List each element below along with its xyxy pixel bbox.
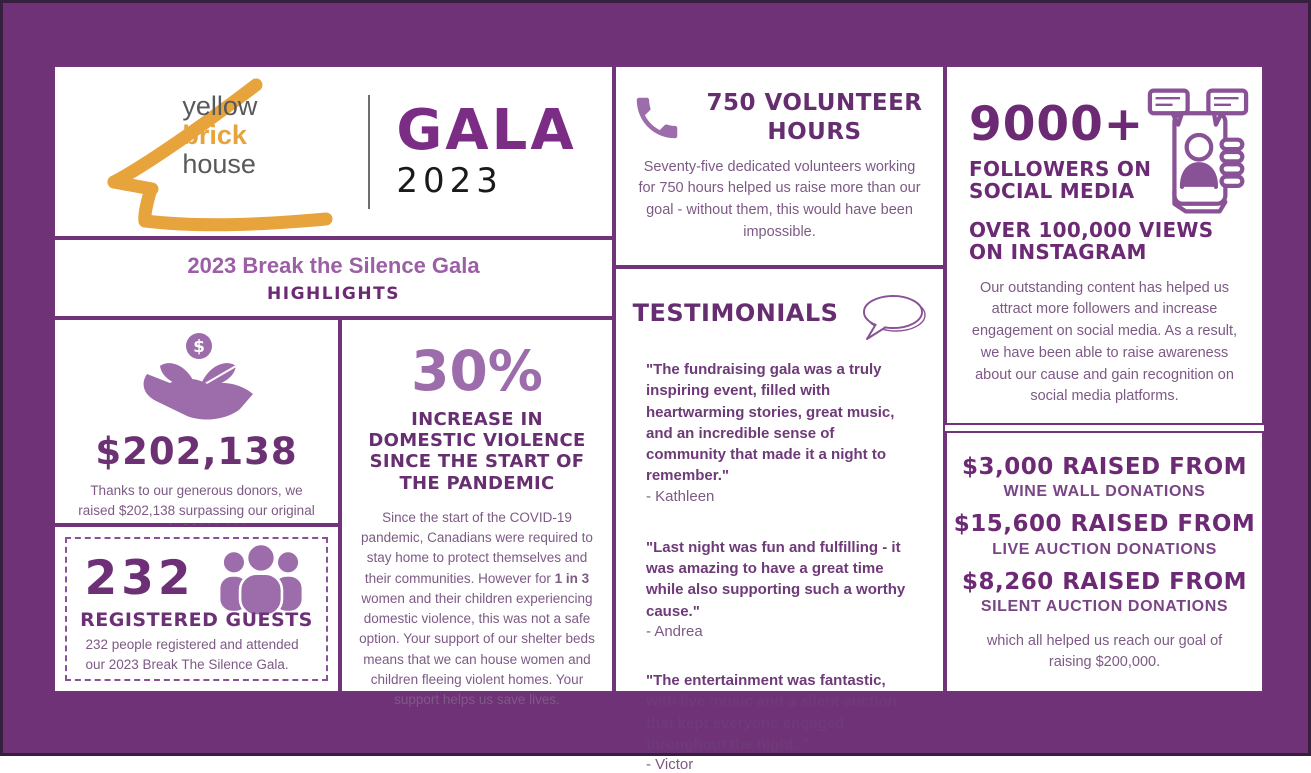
testimonials-panel bbox=[614, 267, 945, 773]
volunteer-description: Seventy-five dedicated volunteers working for 750 hours helped us raise more than our goal - without them, this would have been impossible. bbox=[638, 158, 921, 240]
testimonial-attribution: - Andrea bbox=[646, 622, 703, 640]
logo-wordmark bbox=[182, 92, 257, 179]
speech-bubble-icon bbox=[852, 291, 926, 343]
fund-source: SILENT AUCTION DONATIONS bbox=[980, 597, 1229, 615]
fund-item bbox=[962, 570, 1247, 616]
testimonial-quote: "Last night was fun and fulfilling - it was amazing to have a great time while also supporting such a worthy cause." bbox=[646, 538, 906, 620]
gala-year: 2023 bbox=[396, 160, 503, 201]
social-description: Our outstanding content has helped us attract more followers and increase engagement on social media. As a result, we have been able to raise awareness about our cause and gain recognition on social media platforms. bbox=[971, 279, 1238, 405]
svg-text:$: $ bbox=[192, 337, 205, 357]
guests-stat-row bbox=[84, 543, 308, 613]
donations-raised-panel bbox=[53, 318, 340, 525]
testimonial-quote: "The entertainment was fantastic, with live music and a silent auction that kept everyone engaged throughout the night. " bbox=[646, 671, 897, 753]
fund-amount: $3,000 RAISED FROM bbox=[961, 454, 1248, 481]
fund-amount: $8,260 RAISED FROM bbox=[961, 568, 1248, 595]
fund-item bbox=[962, 455, 1247, 501]
instagram-views-label: OVER 100,000 VIEWS ON INSTAGRAM bbox=[969, 217, 1214, 265]
testimonials-title: TESTIMONIALS bbox=[632, 299, 839, 327]
phone-icon bbox=[630, 91, 684, 145]
gala-wordmark bbox=[396, 97, 577, 201]
donations-description: Thanks to our generous donors, we raised $202,138 surpassing our original bbox=[78, 483, 315, 518]
guests-title: REGISTERED GUESTS bbox=[80, 609, 313, 631]
increase-description-part2: women and their children experiencing domestic violence, this was not a safe option. Your support of our shelter beds means that we can house women and children fleeing violent homes. Your support helps us save lives. bbox=[359, 590, 595, 708]
guests-dashed-box bbox=[65, 537, 328, 681]
logo-word-yellow: yellow bbox=[182, 90, 258, 121]
guests-count: 232 bbox=[84, 550, 195, 606]
phone-social-chat-icon bbox=[1146, 85, 1250, 217]
domestic-violence-stat-panel bbox=[340, 318, 614, 708]
testimonial-quote: "The fundraising gala was a truly inspiring event, filled with heartwarming stories, great music, and an incredible sense of community that made it a night to remember." bbox=[646, 361, 895, 485]
increase-percent: 30% bbox=[411, 339, 543, 403]
increase-description bbox=[358, 508, 596, 711]
testimonial-list bbox=[616, 343, 943, 773]
fund-source: LIVE AUCTION DONATIONS bbox=[992, 540, 1217, 558]
volunteer-hours-panel bbox=[614, 65, 945, 267]
testimonial-attribution: - Kathleen bbox=[646, 487, 715, 505]
fund-source: WINE WALL DONATIONS bbox=[1003, 483, 1206, 501]
followers-label: FOLLOWERS ON SOCIAL MEDIA bbox=[969, 157, 1152, 204]
guests-description: 232 people registered and attended our 2023 Break The Silence Gala. bbox=[85, 637, 299, 673]
logo-word-house: house bbox=[182, 148, 256, 179]
testimonial-attribution: - Victor bbox=[646, 756, 694, 773]
highlights-header-panel bbox=[53, 238, 614, 318]
increase-description-part1: Since the start of the COVID-19 pandemic, Canadians were required to stay home to protect themselves and their communities. However for bbox=[361, 509, 593, 586]
event-subtitle: HIGHLIGHTS bbox=[267, 283, 400, 304]
testimonial-item bbox=[646, 670, 917, 773]
increase-title: INCREASE IN DOMESTIC VIOLENCE SINCE THE START OF THE PANDEMIC bbox=[368, 409, 586, 494]
fund-item bbox=[954, 512, 1256, 558]
hand-plant-coin-icon bbox=[135, 332, 259, 428]
testimonials-heading-row bbox=[616, 291, 943, 343]
testimonial-item bbox=[646, 537, 917, 640]
registered-guests-panel bbox=[53, 525, 340, 693]
logo-panel bbox=[53, 65, 614, 238]
one-in-three-stat: 1 in 3 bbox=[554, 570, 590, 586]
logo-word-brick: brick bbox=[182, 119, 247, 150]
funds-closing-note: which all helped us reach our goal of raising $200,000. bbox=[986, 632, 1223, 670]
testimonial-item bbox=[646, 359, 917, 505]
people-group-icon bbox=[213, 543, 309, 613]
fund-amount: $15,600 RAISED FROM bbox=[953, 511, 1256, 538]
volunteer-title: 750 VOLUNTEER HOURS bbox=[706, 90, 923, 145]
yellow-brick-house-logo bbox=[90, 76, 342, 228]
social-media-panel bbox=[945, 65, 1264, 425]
funds-raised-panel bbox=[945, 431, 1264, 693]
logo-divider bbox=[368, 95, 370, 209]
gala-title: GALA bbox=[396, 97, 577, 163]
event-title: 2023 Break the Silence Gala bbox=[187, 252, 480, 278]
volunteer-heading-row bbox=[630, 89, 930, 147]
followers-count: 9000+ bbox=[969, 97, 1145, 152]
amount-raised: $202,138 bbox=[95, 430, 298, 473]
